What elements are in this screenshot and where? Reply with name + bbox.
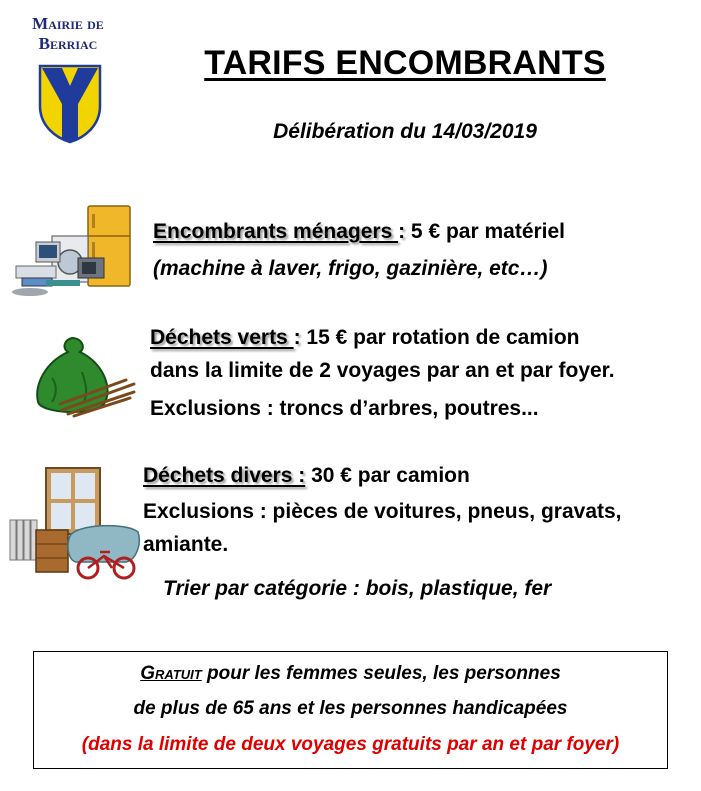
verts-limit: dans la limite de 2 voyages par an et par foyer. xyxy=(150,359,615,382)
divers-exclusions: Exclusions : pièces de voitures, pneus, gravats, xyxy=(143,500,622,523)
free-notice-rest: pour les femmes seules, les personnes xyxy=(201,663,561,684)
divers-exclusions-2: amiante. xyxy=(143,533,229,556)
menagers-examples: (machine à laver, frigo, gazinière, etc…) xyxy=(153,257,548,280)
mairie-label xyxy=(18,14,118,54)
miscellaneous-waste-icon xyxy=(6,464,146,582)
verts-exclusions: Exclusions : troncs d’arbres, poutres... xyxy=(150,397,539,420)
menagers-heading: Encombrants ménagers xyxy=(153,220,399,243)
coat-of-arms-icon xyxy=(38,64,102,144)
appliances-icon xyxy=(6,198,140,298)
verts-price: 15 € par rotation de camion xyxy=(300,326,580,349)
divers-line xyxy=(143,464,470,488)
divers-heading: Déchets divers : xyxy=(143,464,306,487)
free-notice-line-2: de plus de 65 ans et les personnes handicapées xyxy=(133,698,568,719)
page-title: TARIFS ENCOMBRANTS xyxy=(204,44,606,82)
divers-price: 30 € par camion xyxy=(305,464,470,487)
free-notice-box xyxy=(33,651,668,769)
green-waste-bag-icon xyxy=(22,328,140,418)
menagers-line xyxy=(153,220,565,244)
free-word: Gratuit xyxy=(140,663,202,684)
menagers-price: 5 € par matériel xyxy=(405,220,566,243)
mairie-line-1: Mairie de xyxy=(32,14,104,33)
free-notice-line-3: (dans la limite de deux voyages gratuits par an et par foyer) xyxy=(81,734,620,755)
verts-heading: Déchets verts xyxy=(150,326,294,349)
verts-colon: : xyxy=(293,326,301,349)
verts-line xyxy=(150,326,579,350)
free-notice-line-1 xyxy=(34,663,667,685)
sort-instruction: Trier par catégorie : bois, plastique, fer xyxy=(163,577,552,600)
deliberation-date: Délibération du 14/03/2019 xyxy=(273,120,537,143)
menagers-colon: : xyxy=(398,220,406,243)
mairie-line-2: Berriac xyxy=(38,34,98,53)
